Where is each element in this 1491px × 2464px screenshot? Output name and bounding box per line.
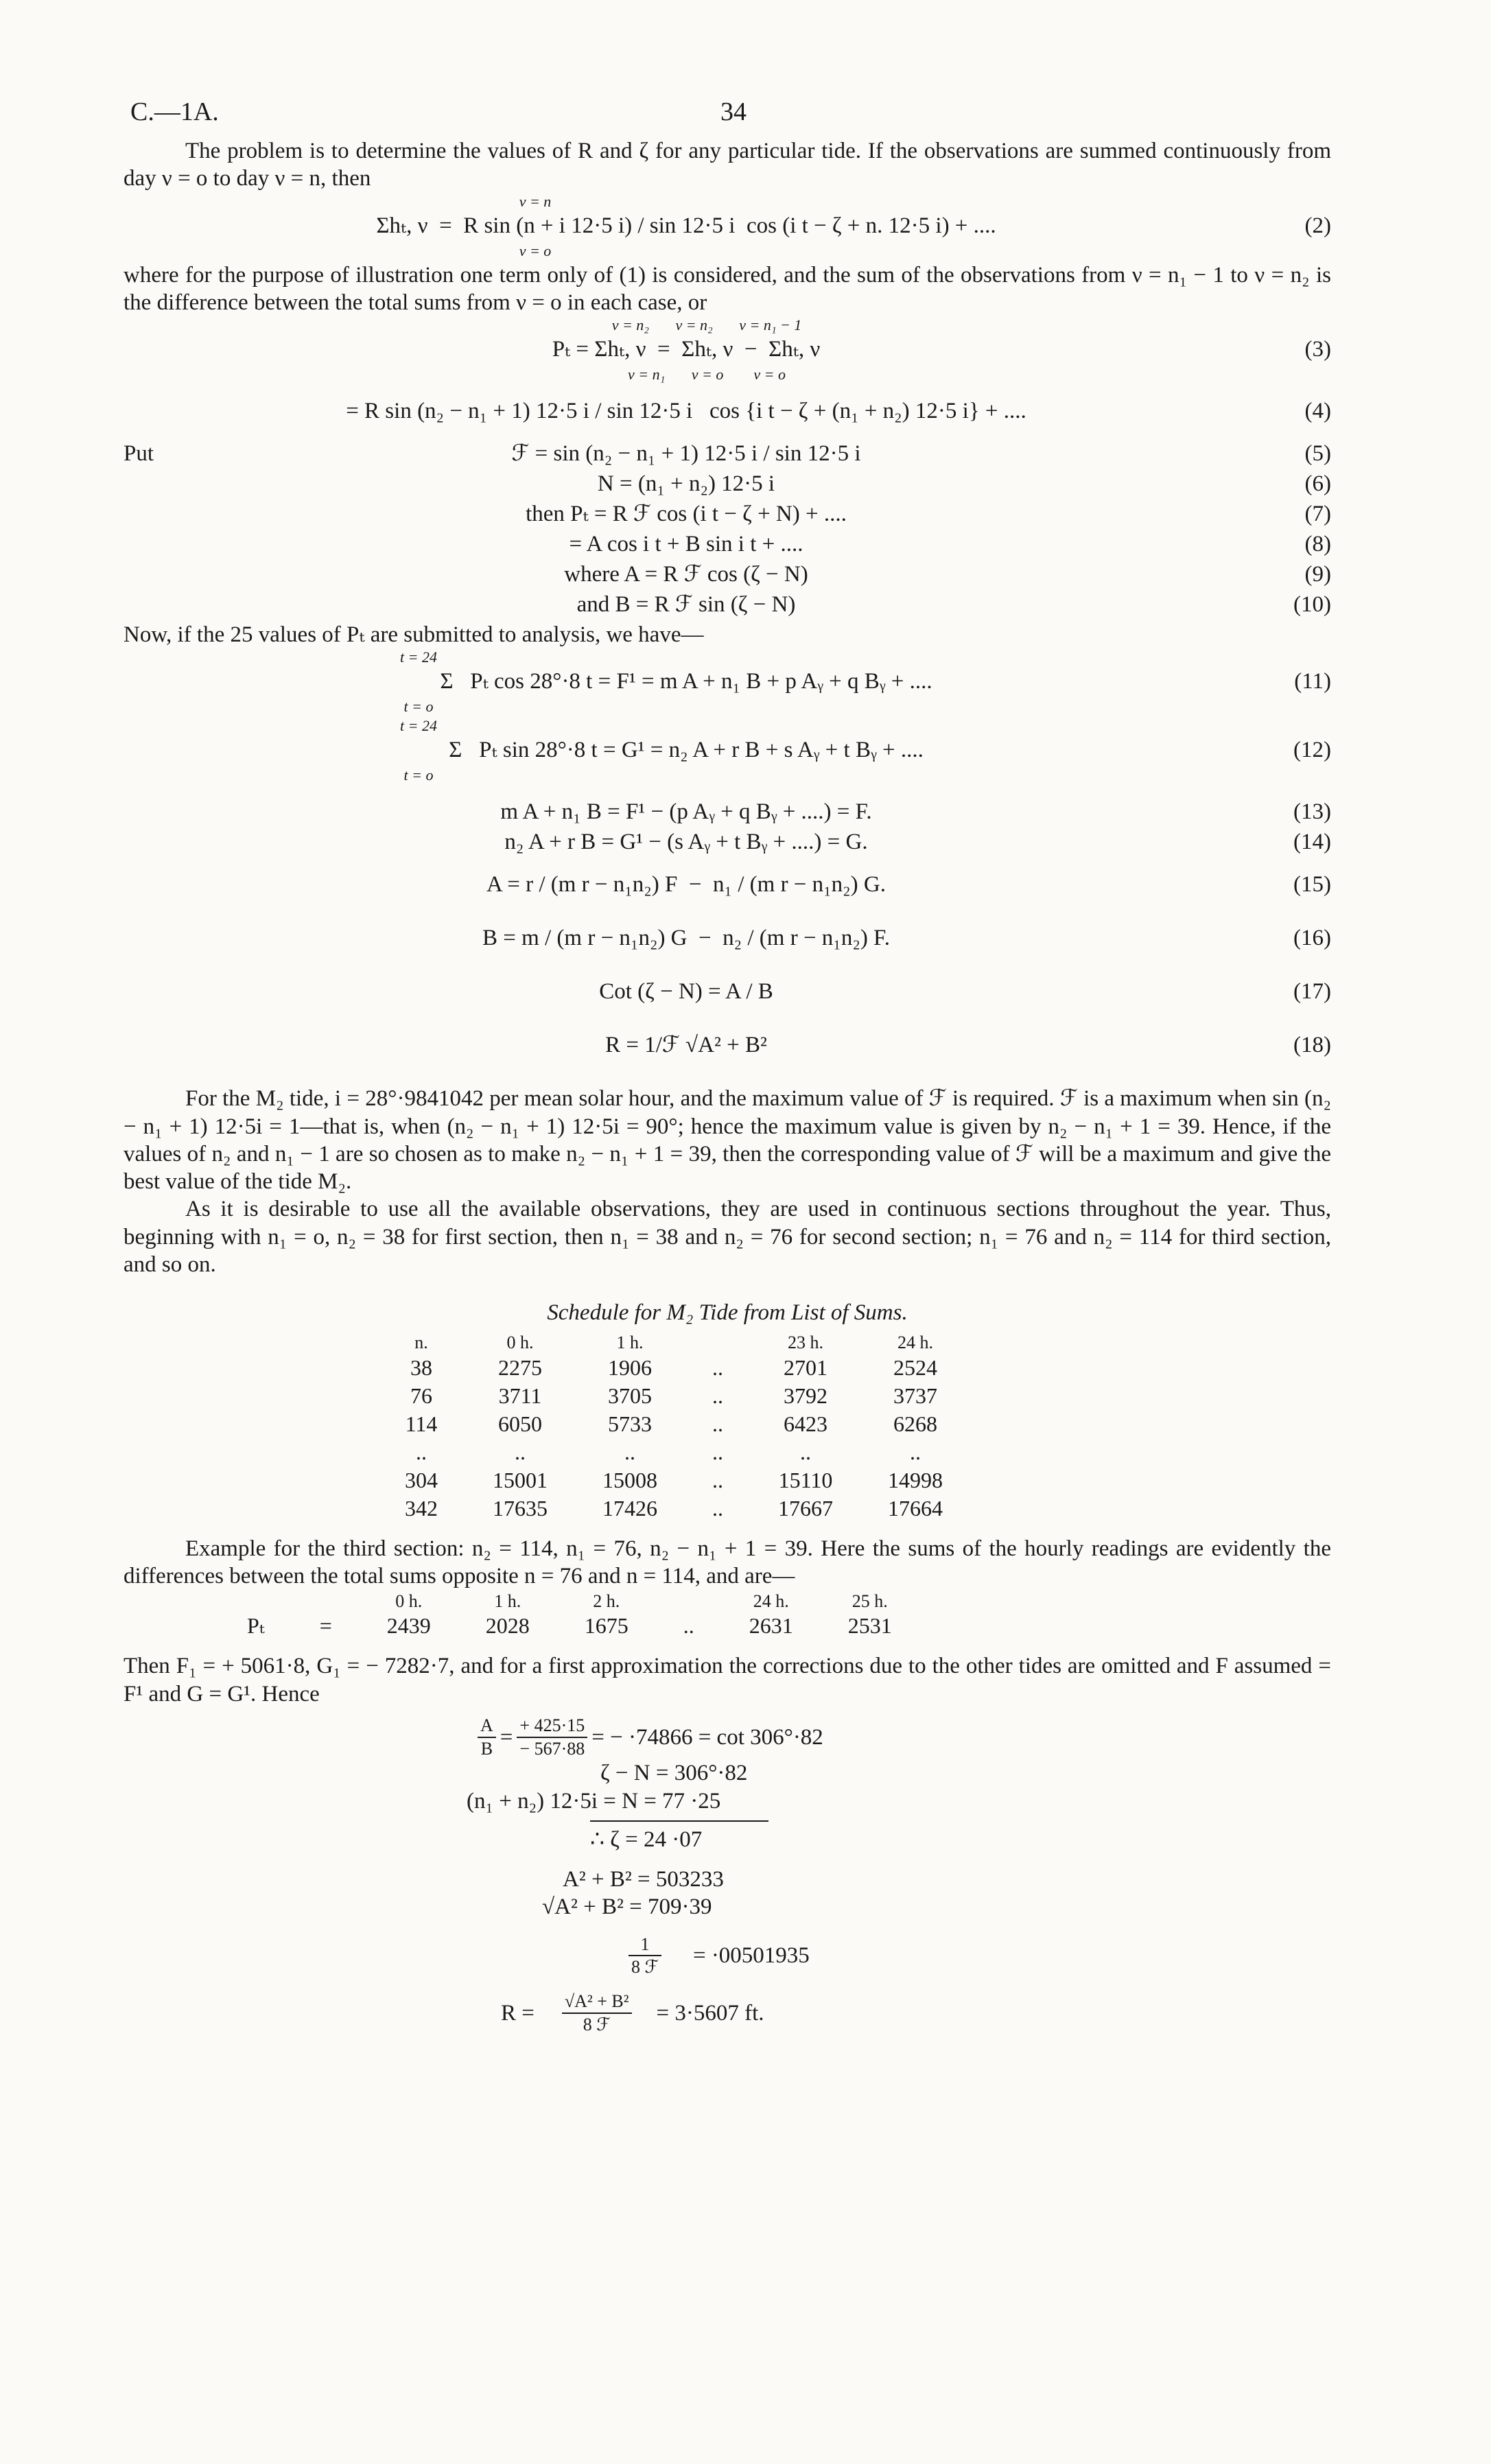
table-cell: .. <box>416 1440 427 1465</box>
table-row <box>377 1494 970 1523</box>
schedule-caption: Schedule for M₂ Tide from List of Sums. <box>547 1300 908 1325</box>
table-cell: .. <box>910 1440 921 1465</box>
eq2-lower-limit: ν = o <box>519 242 552 259</box>
document-code: C.—1A. <box>130 97 219 126</box>
equation-16-number: (16) <box>1293 926 1331 951</box>
pt-label: Pₜ <box>247 1613 265 1639</box>
equation-12-body: Σ Pₜ sin 28°·8 t = G¹ = n₂ A + r B + s Aᵧ + t Bᵧ + .... <box>449 738 924 763</box>
table-cell: 3711 <box>498 1383 542 1408</box>
table-cell: 342 <box>405 1496 438 1521</box>
table-cell: 2701 <box>784 1354 827 1380</box>
r-result-line <box>501 1991 1331 2035</box>
pt-header-cell: 2 h. <box>593 1591 620 1611</box>
table-cell: .. <box>712 1354 723 1380</box>
eq11-lower-limit: t = o <box>403 698 434 716</box>
m2-tide-paragraph: For the M₂ tide, i = 28°·9841042 per mean solar hour, and the maximum value of ℱ is required. ℱ is a maximum when sin (n₂ − n₁ + 1) 12·5i = 1—that is, when (n₂ − n₁ + 1) 12·5i = 90°; hence the maximum value is given by n₂ − n₁ + 1 = 39. Hence, if the values of n₂ and n₁ − 1 are so chosen as to make n₂ − n₁ + 1 = 39, then the corresponding value of ℱ will be a maximum and give the best value of the tide M₂. <box>124 1086 1331 1194</box>
table-cell: 38 <box>410 1354 432 1380</box>
table-cell: 14998 <box>888 1468 943 1493</box>
schedule-header-cell: 23 h. <box>788 1333 823 1353</box>
inverse-value: = ·00501935 <box>692 1943 810 1969</box>
eq2-upper-limit: ν = n <box>519 192 552 210</box>
table-row <box>377 1466 970 1494</box>
r-lhs: R = <box>501 2000 535 2026</box>
table-cell: 15110 <box>778 1468 833 1493</box>
inverse-line <box>624 1934 1331 1978</box>
r-numerator: √A² + B² <box>562 1991 632 2014</box>
table-cell: 76 <box>410 1383 432 1408</box>
ab-denominator: − 567·88 <box>519 1738 585 1759</box>
table-cell: .. <box>683 1613 694 1639</box>
table-cell: 1906 <box>608 1354 652 1380</box>
equation-4-body: = R sin (n₂ − n₁ + 1) 12·5 i / sin 12·5 i cos {i t − ζ + (n₁ + n₂) 12·5 i} + .... <box>346 399 1026 423</box>
equation-3-number: (3) <box>1304 337 1331 362</box>
table-cell: 17426 <box>602 1496 657 1521</box>
equation-2 <box>124 212 1331 242</box>
pt-header-cell <box>656 1591 722 1612</box>
table-row <box>377 1382 970 1410</box>
equation-9-number: (9) <box>1304 562 1331 587</box>
schedule-header-cell: n. <box>414 1333 428 1353</box>
equation-14 <box>124 828 1331 858</box>
equation-15-body: A = r / (m r − n₁n₂) F − n₁ / (m r − n₁n₂) G. <box>486 872 886 897</box>
table-cell: 3792 <box>784 1383 827 1408</box>
equation-8-number: (8) <box>1304 532 1331 556</box>
equation-9 <box>124 561 1331 591</box>
inverse-denominator: 8 ℱ <box>631 1957 659 1978</box>
table-row <box>377 1354 970 1382</box>
schedule-table <box>377 1332 970 1523</box>
schedule-header-cell: 1 h. <box>616 1333 644 1353</box>
table-row <box>377 1410 970 1438</box>
equation-18-number: (18) <box>1293 1033 1331 1058</box>
table-cell: 2028 <box>485 1613 530 1639</box>
schedule-header-row <box>377 1332 970 1354</box>
equation-5-number: (5) <box>1304 441 1331 466</box>
equation-9-body: where A = R ℱ cos (ζ − N) <box>564 562 808 587</box>
equation-10 <box>124 591 1331 621</box>
equation-16-body: B = m / (m r − n₁n₂) G − n₂ / (m r − n₁n₂) F. <box>482 926 891 951</box>
ab-lhs-denominator: B <box>480 1738 493 1759</box>
equation-14-body: n₂ A + r B = G¹ − (s Aᵧ + t Bᵧ + ....) = G. <box>504 830 868 855</box>
table-cell: 114 <box>405 1411 438 1437</box>
table-cell: 6050 <box>498 1411 542 1437</box>
pt-header-cell: 0 h. <box>395 1591 423 1611</box>
equation-13 <box>124 798 1331 828</box>
pt-values-row <box>220 1612 919 1640</box>
pt-header-cell: 1 h. <box>494 1591 521 1611</box>
eq3-lower-limits: ν = n₁ ν = o ν = o <box>628 366 786 383</box>
equation-6-body: N = (n₁ + n₂) 12·5 i <box>597 471 775 496</box>
table-cell: 15001 <box>493 1468 548 1493</box>
ab-lhs-fraction <box>478 1715 496 1759</box>
inverse-numerator: 1 <box>629 1934 661 1957</box>
table-cell: 17667 <box>778 1496 833 1521</box>
zeta-value: ∴ ζ = 24 ·07 <box>590 1820 768 1853</box>
equation-8 <box>124 530 1331 561</box>
equation-15 <box>124 871 1331 912</box>
continuous-sections-paragraph: As it is desirable to use all the available observations, they are used in continuous sections throughout the year. Thus, beginning with n₁ = o, n₂ = 38 for first section, then n₁ = 38 and n₂ = 76 for second section; n₁ = 76 and n₂ = 114 for third section, and so on. <box>124 1197 1331 1277</box>
equation-13-body: m A + n₁ B = F¹ − (p Aᵧ + q Bᵧ + ....) = F. <box>500 799 872 825</box>
table-cell: 2275 <box>498 1354 542 1380</box>
sqrt-a2-plus-b2: √A² + B² = 709·39 <box>542 1894 712 1920</box>
eq12-upper-limit: t = 24 <box>400 717 437 735</box>
pt-header-cell: 25 h. <box>852 1591 888 1611</box>
ab-ratio-line: $\frac{A}{B}$ = $\frac{+ 425\cdot 15}{- 567\cdot 88}$ = − ·74866 = cot 306°·82 <box>473 1715 1331 1759</box>
table-cell: .. <box>712 1411 723 1437</box>
equation-8-body: = A cos i t + B sin i t + .... <box>569 532 803 556</box>
ab-result: = − ·74866 = cot 306°·82 <box>591 1724 823 1750</box>
equation-7-number: (7) <box>1304 502 1331 526</box>
equation-14-number: (14) <box>1293 830 1331 855</box>
schedule-header-cell: 24 h. <box>897 1333 933 1353</box>
equation-17 <box>124 978 1331 1019</box>
pt-header-row <box>220 1591 919 1612</box>
equation-18 <box>124 1031 1331 1072</box>
put-label: Put <box>124 441 154 466</box>
n-value: (n₁ + n₂) 12·5i = N = 77 ·25 <box>467 1788 721 1814</box>
eq3-upper-limits: ν = n₂ ν = n₂ ν = n₁ − 1 <box>611 316 802 333</box>
ab-numerator: + 425·15 <box>517 1715 587 1738</box>
page-number: 34 <box>720 97 747 126</box>
equation-3 <box>124 336 1331 366</box>
equation-7-body: then Pₜ = R ℱ cos (i t − ζ + N) + .... <box>526 502 847 526</box>
table-cell: 2531 <box>847 1613 892 1639</box>
equation-18-body: R = 1/ℱ √A² + B² <box>605 1033 767 1058</box>
equation-17-body: Cot (ζ − N) = A / B <box>599 979 773 1005</box>
equation-12-number: (12) <box>1293 738 1331 763</box>
table-cell: 17635 <box>493 1496 548 1521</box>
table-cell: .. <box>712 1440 723 1465</box>
table-row <box>377 1438 970 1466</box>
equation-17-number: (17) <box>1293 979 1331 1005</box>
equation-11 <box>124 668 1331 698</box>
table-cell: 17664 <box>888 1496 943 1521</box>
table-cell: 3705 <box>608 1383 652 1408</box>
equation-2-body: Σhₜ, ν = R sin (n + i 12·5 i) / sin 12·5 i cos (i t − ζ + n. 12·5 i) + .... <box>376 213 996 238</box>
table-cell: 5733 <box>608 1411 652 1437</box>
table-cell: 1675 <box>584 1613 629 1639</box>
table-cell: .. <box>515 1440 526 1465</box>
intro-paragraph: The problem is to determine the values of R and ζ for any particular tide. If the observations are summed continuously from day ν = o to day ν = n, then <box>124 139 1331 191</box>
pt-header-cell: 24 h. <box>753 1591 789 1611</box>
equation-4-number: (4) <box>1304 399 1331 423</box>
table-cell: .. <box>712 1496 723 1521</box>
table-cell: 2524 <box>893 1354 937 1380</box>
equation-13-number: (13) <box>1293 799 1331 825</box>
table-cell: 6423 <box>784 1411 827 1437</box>
equation-10-number: (10) <box>1293 592 1331 617</box>
table-cell: 3737 <box>893 1383 937 1408</box>
r-fraction <box>562 1991 632 2035</box>
equation-10-body: and B = R ℱ sin (ζ − N) <box>576 592 796 617</box>
equation-11-number: (11) <box>1294 669 1331 694</box>
eq11-upper-limit: t = 24 <box>400 648 437 666</box>
equation-2-number: (2) <box>1304 213 1331 238</box>
equation-16 <box>124 924 1331 965</box>
pt-equals: = <box>319 1613 332 1639</box>
table-cell: .. <box>712 1468 723 1493</box>
eq12-lower-limit: t = o <box>403 766 434 784</box>
equation-5 <box>124 440 1331 470</box>
a2-plus-b2: A² + B² = 503233 <box>563 1867 724 1892</box>
schedule-header-cell <box>685 1332 751 1354</box>
table-cell: 304 <box>405 1468 438 1493</box>
where-paragraph: where for the purpose of illustration one term only of (1) is considered, and the sum of the observations from ν = n₁ − 1 to ν = n₂ is the difference between the total sums from ν = o in each case, or <box>124 262 1331 315</box>
r-denominator: 8 ℱ <box>583 2014 611 2034</box>
table-cell: 2439 <box>386 1613 431 1639</box>
table-cell: .. <box>624 1440 635 1465</box>
equation-7 <box>124 500 1331 530</box>
then-paragraph: Then F₁ = + 5061·8, G₁ = − 7282·7, and for a first approximation the corrections due to the other tides are omitted and F assumed = F¹ and G = G¹. Hence <box>124 1654 1331 1706</box>
pt-values-table <box>220 1591 919 1641</box>
ab-lhs-numerator: A <box>478 1715 496 1738</box>
table-cell: 6268 <box>893 1411 937 1437</box>
now-paragraph: Now, if the 25 values of Pₜ are submitted to analysis, we have— <box>124 622 704 647</box>
equation-6 <box>124 470 1331 500</box>
ab-value-fraction <box>517 1715 587 1759</box>
page-header <box>124 96 1331 137</box>
schedule-header-cell: 0 h. <box>506 1333 534 1353</box>
equation-4 <box>124 397 1331 427</box>
r-value: = 3·5607 ft. <box>656 2000 764 2026</box>
calculation-block <box>467 1715 1331 2036</box>
equation-11-body: Σ Pₜ cos 28°·8 t = F¹ = m A + n₁ B + p Aᵧ + q Bᵧ + .... <box>440 669 932 694</box>
page <box>124 96 1331 2035</box>
inverse-fraction <box>629 1934 661 1978</box>
equation-3-body: Pₜ = Σhₜ, ν = Σhₜ, ν − Σhₜ, ν <box>552 337 821 362</box>
equation-15-number: (15) <box>1293 872 1331 897</box>
table-cell: 15008 <box>602 1468 657 1493</box>
equation-6-number: (6) <box>1304 471 1331 496</box>
example-paragraph: Example for the third section: n₂ = 114, n₁ = 76, n₂ − n₁ + 1 = 39. Here the sums of the hourly readings are evidently the differences between the total sums opposite n = 76 and n = 114, and are— <box>124 1536 1331 1589</box>
zeta-minus-n: ζ − N = 306°·82 <box>600 1761 748 1786</box>
table-cell: 2631 <box>749 1613 793 1639</box>
equation-5-body: ℱ = sin (n₂ − n₁ + 1) 12·5 i / sin 12·5 i <box>511 441 861 466</box>
table-cell: .. <box>800 1440 811 1465</box>
equation-12 <box>124 736 1331 766</box>
table-cell: .. <box>712 1383 723 1408</box>
